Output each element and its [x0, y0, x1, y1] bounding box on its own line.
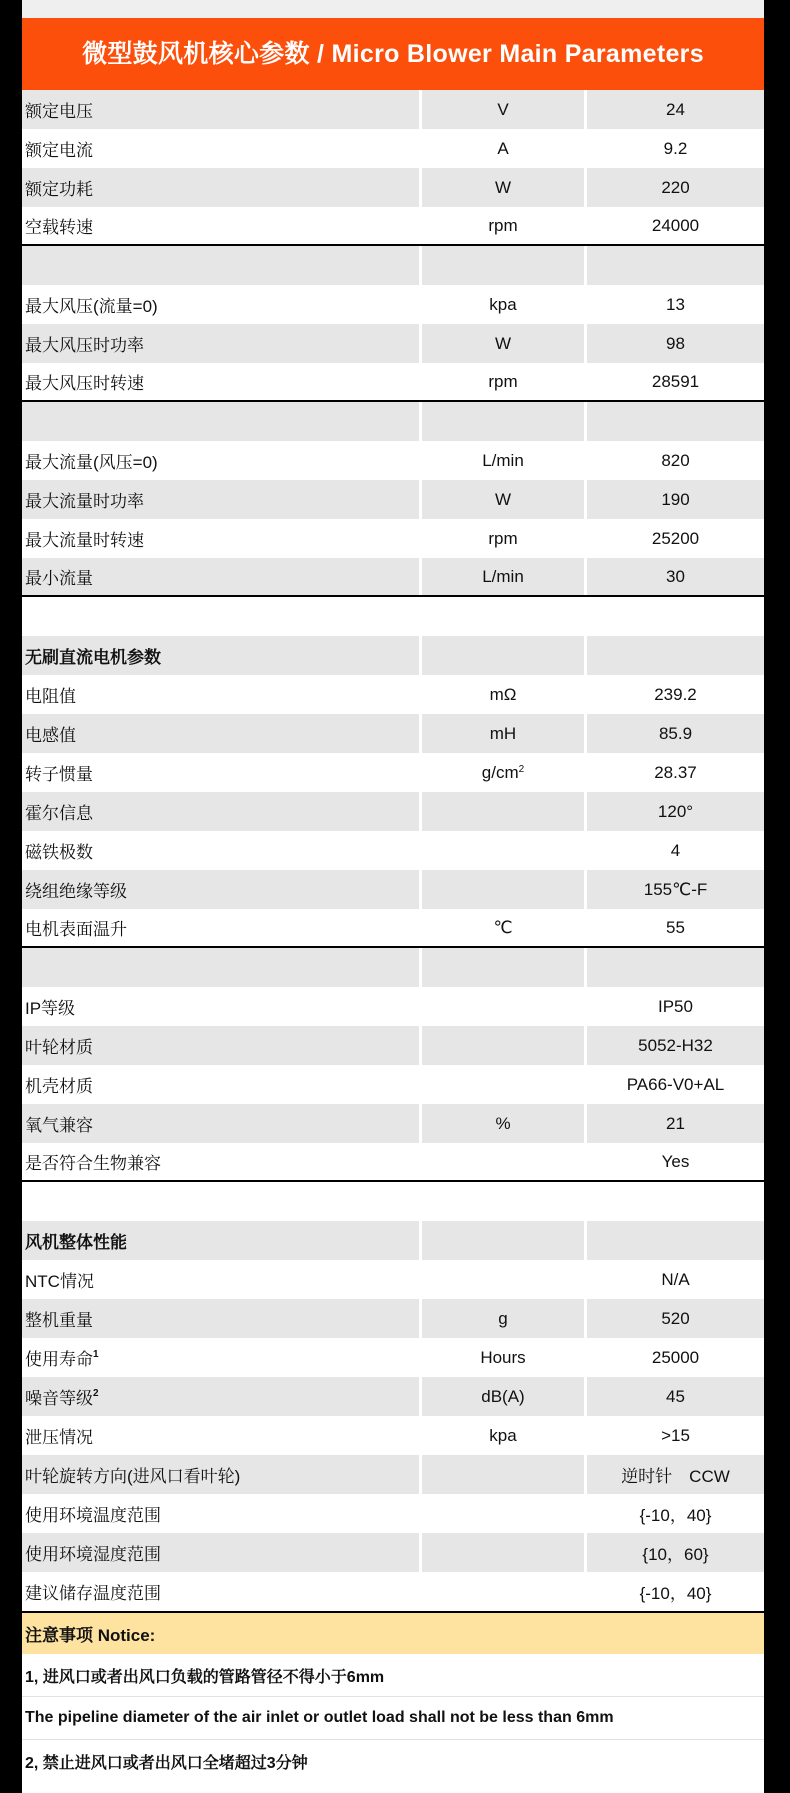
table-row [22, 1494, 764, 1533]
param-name [22, 1143, 422, 1180]
param-name [22, 1455, 422, 1494]
param-name [22, 636, 422, 675]
param-unit-text: g/cm [481, 762, 519, 782]
param-value-text: 820 [661, 450, 690, 470]
param-value [587, 1533, 764, 1572]
parameter-sheet [22, 0, 764, 1793]
param-unit [422, 1065, 587, 1104]
param-unit [422, 714, 587, 753]
param-unit-text: L/min [482, 450, 524, 470]
param-name [22, 870, 422, 909]
param-value [587, 1338, 764, 1377]
param-name-text: 风机整体性能 [25, 1233, 127, 1252]
param-value [587, 831, 764, 870]
notice-line: 1, 进风口或者出风口负载的管路管径不得小于6mm [22, 1654, 764, 1697]
param-name-text: 无刷直流电机参数 [25, 648, 161, 667]
param-unit [422, 519, 587, 558]
param-name-text: 最大风压时功率 [25, 336, 144, 355]
param-name [22, 987, 422, 1026]
param-unit [422, 1104, 587, 1143]
param-unit-text: A [497, 138, 509, 158]
table-row [22, 987, 764, 1026]
param-name-text: 泄压情况 [25, 1428, 93, 1447]
param-name-text: 空载转速 [25, 218, 93, 237]
param-unit-text: W [494, 489, 512, 509]
param-value-text: 239.2 [654, 684, 697, 704]
param-value [587, 714, 764, 753]
param-value-text: 30 [666, 566, 685, 586]
param-value [587, 1065, 764, 1104]
param-value [587, 168, 764, 207]
param-name [22, 1377, 422, 1416]
param-unit [422, 831, 587, 870]
spacer-row [22, 1182, 764, 1221]
param-unit [422, 987, 587, 1026]
param-value-text: >15 [661, 1425, 690, 1445]
param-value [587, 1494, 764, 1533]
param-name [22, 1065, 422, 1104]
param-value [587, 1104, 764, 1143]
param-value-text: 24 [666, 99, 685, 119]
param-name [22, 246, 422, 285]
param-unit [422, 285, 587, 324]
param-unit [422, 441, 587, 480]
param-unit-text: mΩ [489, 684, 517, 704]
param-value [587, 1299, 764, 1338]
param-name [22, 168, 422, 207]
param-name-text: 最大流量时功率 [25, 492, 144, 511]
param-name [22, 558, 422, 595]
param-unit [422, 1533, 587, 1572]
param-unit-text: ℃ [493, 917, 513, 937]
param-name [22, 714, 422, 753]
param-value-text: 155℃-F [643, 879, 708, 899]
param-value [587, 753, 764, 792]
param-value-text: 21 [666, 1113, 685, 1133]
param-name [22, 324, 422, 363]
param-unit [422, 207, 587, 244]
param-unit [422, 636, 587, 675]
param-name-text: 叶轮材质 [25, 1038, 93, 1057]
table-row [22, 1026, 764, 1065]
param-value [587, 1572, 764, 1611]
param-name [22, 207, 422, 244]
param-name [22, 1221, 422, 1260]
param-unit [422, 1182, 587, 1221]
param-name-text: NTC情况 [25, 1272, 94, 1291]
param-value [587, 246, 764, 285]
param-name-text: 绕组绝缘等级 [25, 882, 127, 901]
param-unit [422, 90, 587, 129]
table-row [22, 90, 764, 129]
param-unit [422, 324, 587, 363]
table-row [22, 1104, 764, 1143]
table-title: 微型鼓风机核心参数 / Micro Blower Main Parameters [22, 18, 764, 90]
param-name [22, 480, 422, 519]
param-unit [422, 402, 587, 441]
param-value [587, 987, 764, 1026]
table-row [22, 480, 764, 519]
table-row [22, 1338, 764, 1377]
param-unit [422, 1572, 587, 1611]
parameter-table [22, 90, 764, 1611]
param-name [22, 1026, 422, 1065]
param-value [587, 519, 764, 558]
param-unit [422, 1299, 587, 1338]
param-name-text: 额定电压 [25, 102, 93, 121]
param-unit-text: dB(A) [481, 1386, 525, 1406]
table-row [22, 1533, 764, 1572]
table-row [22, 792, 764, 831]
param-value [587, 1455, 764, 1494]
param-name-text: 是否符合生物兼容 [25, 1154, 161, 1173]
param-unit [422, 1260, 587, 1299]
param-value [587, 1221, 764, 1260]
param-name [22, 1260, 422, 1299]
table-row [22, 1143, 764, 1182]
param-value-text: 55 [666, 917, 685, 937]
param-value [587, 90, 764, 129]
param-name [22, 129, 422, 168]
param-value-text: 25200 [651, 528, 700, 548]
param-name [22, 402, 422, 441]
param-value [587, 792, 764, 831]
param-value-text: 13 [666, 294, 685, 314]
param-name-text: 最小流量 [25, 569, 93, 588]
table-row [22, 1260, 764, 1299]
param-value-text: 25000 [651, 1347, 700, 1367]
table-row [22, 870, 764, 909]
param-unit-text: W [494, 177, 512, 197]
spacer-row [22, 597, 764, 636]
param-value-text: {10，60} [642, 1545, 709, 1564]
param-name-text: 整机重量 [25, 1311, 93, 1330]
param-value [587, 402, 764, 441]
param-unit [422, 1377, 587, 1416]
param-value [587, 675, 764, 714]
param-value [587, 480, 764, 519]
param-value [587, 324, 764, 363]
param-name-text: 电感值 [25, 726, 76, 745]
param-name [22, 1338, 422, 1377]
param-value-text: N/A [661, 1269, 690, 1289]
param-value [587, 207, 764, 244]
param-name [22, 1494, 422, 1533]
param-name [22, 1416, 422, 1455]
param-unit-text: mH [489, 723, 517, 743]
param-unit [422, 363, 587, 400]
table-row [22, 558, 764, 597]
table-row [22, 1377, 764, 1416]
table-row [22, 714, 764, 753]
param-name-text: 机壳材质 [25, 1077, 93, 1096]
param-value-text: PA66-V0+AL [626, 1074, 725, 1094]
param-name [22, 1572, 422, 1611]
table-row [22, 675, 764, 714]
param-name [22, 1182, 422, 1221]
param-value [587, 1143, 764, 1180]
param-value-text: 逆时针 CCW [621, 1467, 730, 1486]
param-value [587, 909, 764, 946]
param-name [22, 831, 422, 870]
section-header-row [22, 636, 764, 675]
section-header-row [22, 1221, 764, 1260]
param-name-text: 最大流量(风压=0) [25, 453, 158, 472]
table-row [22, 363, 764, 402]
param-name-text: 电阻值 [25, 687, 76, 706]
param-unit [422, 168, 587, 207]
param-name-text: 噪音等级 [25, 1389, 93, 1408]
param-value [587, 1182, 764, 1221]
top-strip [22, 0, 764, 18]
param-name-text: 叶轮旋转方向(进风口看叶轮) [25, 1467, 241, 1486]
param-name-text: 霍尔信息 [25, 804, 93, 823]
param-value-text: Yes [661, 1151, 690, 1171]
param-name [22, 519, 422, 558]
param-name-text: 使用寿命 [25, 1350, 93, 1369]
table-row [22, 909, 764, 948]
param-unit-text: kpa [489, 1425, 517, 1445]
param-unit [422, 129, 587, 168]
param-value [587, 1377, 764, 1416]
param-unit-text: W [494, 333, 512, 353]
param-name-text: 最大风压(流量=0) [25, 297, 158, 316]
param-name-text: 使用环境湿度范围 [25, 1545, 161, 1564]
param-name [22, 909, 422, 946]
unit-exponent: 2 [518, 764, 525, 775]
table-row [22, 1416, 764, 1455]
param-unit-text: V [497, 99, 509, 119]
table-row [22, 207, 764, 246]
param-value-text: 5052-H32 [638, 1035, 713, 1055]
param-unit-text: Hours [480, 1347, 526, 1367]
param-value [587, 285, 764, 324]
param-value [587, 948, 764, 987]
param-unit [422, 1338, 587, 1377]
param-name [22, 285, 422, 324]
table-row [22, 441, 764, 480]
table-row [22, 1572, 764, 1611]
footnote-mark: 1 [93, 1349, 99, 1360]
param-value-text: 85.9 [658, 723, 693, 743]
param-name [22, 1533, 422, 1572]
param-unit [422, 1455, 587, 1494]
param-unit [422, 480, 587, 519]
param-unit-text: L/min [482, 566, 524, 586]
param-unit-text: g [498, 1308, 508, 1328]
spacer-row [22, 948, 764, 987]
param-value-text: 98 [666, 333, 685, 353]
footnote-mark: 2 [93, 1388, 99, 1399]
param-value-text: 28591 [651, 371, 700, 391]
param-name-text: 氧气兼容 [25, 1116, 93, 1135]
table-row [22, 753, 764, 792]
param-name [22, 1299, 422, 1338]
param-unit [422, 1494, 587, 1533]
param-name-text: 最大流量时转速 [25, 531, 144, 550]
param-value-text: 9.2 [663, 138, 688, 158]
param-unit [422, 909, 587, 946]
param-unit [422, 1221, 587, 1260]
param-name [22, 90, 422, 129]
table-row [22, 519, 764, 558]
param-value-text: 120° [657, 801, 694, 821]
param-name [22, 792, 422, 831]
param-value [587, 636, 764, 675]
param-value [587, 1416, 764, 1455]
param-value-text: 24000 [651, 215, 700, 235]
table-row [22, 1455, 764, 1494]
param-name-text: 转子惯量 [25, 765, 93, 784]
param-name-text: IP等级 [25, 999, 76, 1018]
param-value-text: 4 [670, 840, 681, 860]
param-unit [422, 558, 587, 595]
param-unit-text: rpm [488, 371, 518, 391]
table-row [22, 831, 764, 870]
param-value [587, 1026, 764, 1065]
param-name [22, 1104, 422, 1143]
param-value-text: 220 [661, 177, 690, 197]
notice-line: 2, 禁止进风口或者出风口全堵超过3分钟 [25, 1755, 308, 1772]
param-unit [422, 870, 587, 909]
table-row [22, 285, 764, 324]
param-unit [422, 1026, 587, 1065]
param-value-text: IP50 [658, 996, 693, 1016]
param-unit [422, 675, 587, 714]
param-value [587, 129, 764, 168]
spacer-row [22, 246, 764, 285]
table-row [22, 1299, 764, 1338]
param-name [22, 753, 422, 792]
notice-line: The pipeline diameter of the air inlet or outlet load shall not be less than 6mm [22, 1697, 764, 1740]
param-name-text: 额定电流 [25, 141, 93, 160]
param-value [587, 870, 764, 909]
param-name [22, 441, 422, 480]
table-row [22, 324, 764, 363]
param-unit-text: kpa [489, 294, 517, 314]
param-value [587, 363, 764, 400]
param-value [587, 1260, 764, 1299]
param-unit-text: rpm [488, 215, 518, 235]
param-value-text: 190 [661, 489, 690, 509]
table-row [22, 129, 764, 168]
param-unit [422, 1143, 587, 1180]
param-value-text: 520 [661, 1308, 690, 1328]
param-unit [422, 753, 587, 792]
notice-heading: 注意事项 Notice: [22, 1611, 764, 1654]
param-value-text: {-10，40} [639, 1506, 712, 1525]
param-unit [422, 597, 587, 636]
param-value-text: {-10，40} [639, 1584, 712, 1603]
param-unit [422, 792, 587, 831]
param-name [22, 675, 422, 714]
param-name-text: 磁铁极数 [25, 843, 93, 862]
param-value [587, 597, 764, 636]
param-name [22, 948, 422, 987]
param-unit-text: rpm [488, 528, 518, 548]
param-name-text: 最大风压时转速 [25, 374, 144, 393]
param-name-text: 电机表面温升 [25, 920, 127, 939]
param-unit [422, 1416, 587, 1455]
param-unit [422, 246, 587, 285]
param-unit [422, 948, 587, 987]
param-value [587, 441, 764, 480]
param-value-text: 45 [666, 1386, 685, 1406]
param-value [587, 558, 764, 595]
param-name-text: 额定功耗 [25, 180, 93, 199]
param-name-text: 建议储存温度范围 [25, 1584, 161, 1603]
param-unit-text: % [495, 1113, 511, 1133]
table-row [22, 1065, 764, 1104]
param-value-text: 28.37 [654, 762, 697, 782]
spacer-row [22, 402, 764, 441]
param-name-text: 使用环境温度范围 [25, 1506, 161, 1525]
table-row [22, 168, 764, 207]
param-name [22, 597, 422, 636]
param-name [22, 363, 422, 400]
